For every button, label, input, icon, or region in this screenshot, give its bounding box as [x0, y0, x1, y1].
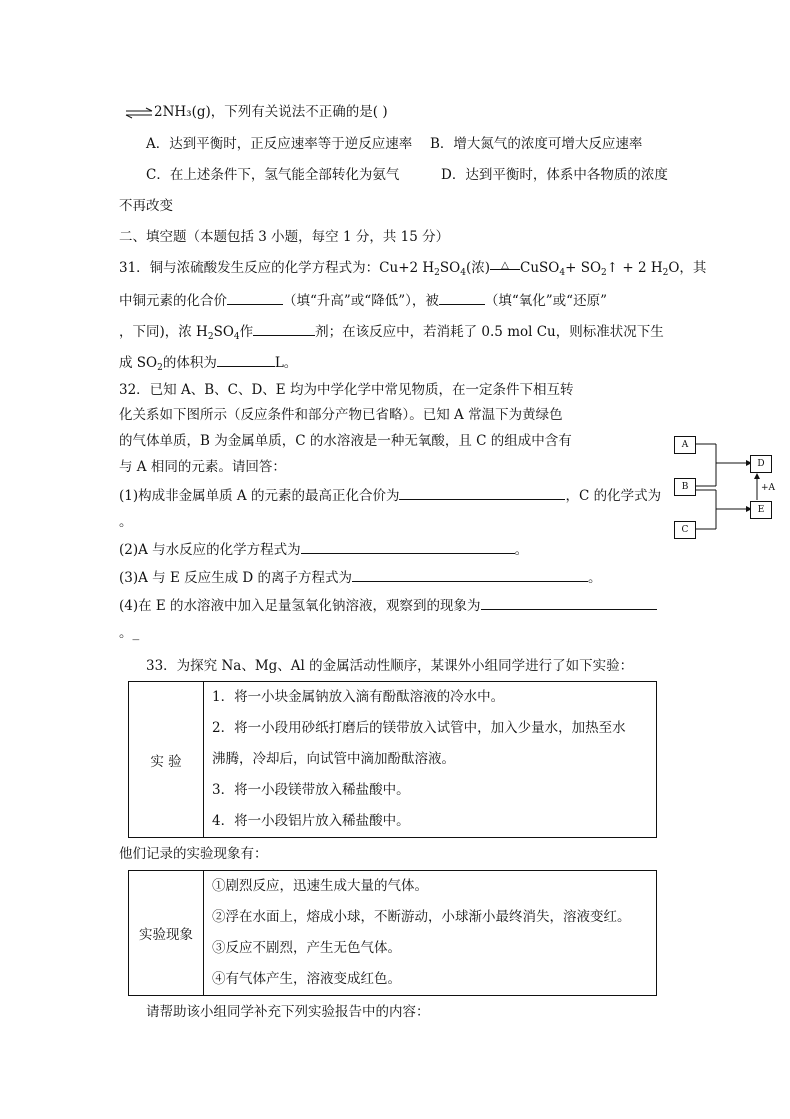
experiment-step: 3．将一小段镁带放入稀盐酸中。	[212, 782, 410, 798]
q33-closing: 请帮助该小组同学补充下列实验报告中的内容：	[146, 1004, 430, 1020]
blank-a-water-equation[interactable]	[301, 540, 515, 554]
q32-part3: (3)A 与 E 反应生成 D 的离子方程式为 。	[119, 570, 602, 586]
heat-arrow: △	[490, 259, 520, 279]
q31-line3: ，下同)，浓 $H_2SO_4$作 剂；在该反应中，若消耗了 0.5 mol Cu，则标准状况下生	[119, 324, 664, 342]
diagram-node-d: D	[750, 455, 772, 473]
observation-item: ②浮在水面上，熔成小球，不断游动，小球渐小最终消失，溶液变红。	[212, 909, 631, 925]
experiment-step: 2．将一小段用砂纸打磨后的镁带放入试管中，加入少量水，加热至水	[212, 720, 626, 736]
blank-ionic-equation[interactable]	[352, 568, 588, 582]
blank-observed-phenomenon[interactable]	[481, 596, 657, 610]
diagram-node-b: B	[674, 478, 696, 496]
q30-option-a: A．达到平衡时，正反应速率等于逆反应速率	[146, 136, 413, 152]
experiment-steps	[204, 682, 657, 838]
q33-intro: 33．为探究 Na、Mg、Al 的金属活动性顺序，某课外小组同学进行了如下实验：	[146, 658, 634, 674]
q32-stem-line1: 32．已知 A、B、C、D、E 均为中学化学中常见物质，在一定条件下相互转	[119, 382, 574, 398]
experiment-step: 沸腾，冷却后，向试管中滴加酚酞溶液。	[212, 751, 455, 767]
q30-line1	[124, 103, 388, 121]
q32-part4: (4)在 E 的水溶液中加入足量氢氧化钠溶液，观察到的现象为	[119, 596, 657, 615]
blank-oxidized-reduced[interactable]	[439, 291, 485, 305]
experiment-step: 1．将一小块金属钠放入滴有酚酞溶液的冷水中。	[212, 689, 505, 705]
q32-stem-line2: 化关系如下图所示（反应条件和部分产物已省略）。已知 A 常温下为黄绿色	[119, 407, 563, 423]
blank-valence-change[interactable]	[227, 291, 283, 305]
q30-option-d: D．达到平衡时，体系中各物质的浓度	[441, 167, 668, 183]
q30-stem-text: 2NH₃(g)，下列有关说法不正确的是( )	[154, 104, 388, 120]
q30-option-c: C．在上述条件下，氢气能全部转化为氨气	[146, 167, 400, 183]
q32-part4-end: 。_	[119, 625, 140, 641]
diagram-node-a: A	[674, 436, 696, 454]
observation-item: ③反应不剧烈，产生无色气体。	[212, 940, 401, 956]
equilibrium-arrow-icon	[124, 107, 154, 119]
observation-list	[204, 871, 657, 996]
observation-item: ①剧烈反应，迅速生成大量的气体。	[212, 878, 428, 894]
q32-part2: (2)A 与水反应的化学方程式为 。	[119, 542, 529, 558]
q31-line4: 成 $SO_2$的体积为 L。	[119, 355, 298, 373]
section-2-title: 二、填空题（本题包括 3 小题，每空 1 分，共 15 分）	[119, 229, 450, 245]
experiment-label: 实 验	[129, 682, 204, 838]
q32-stem-line3: 的气体单质，B 为金属单质，C 的水溶液是一种无氧酸，且 C 的组成中含有	[119, 433, 572, 449]
diagram-node-c: C	[674, 521, 696, 539]
q30-option-b: B．增大氮气的浓度可增大反应速率	[430, 136, 643, 152]
q32-part1: (1)构成非金属单质 A 的元素的最高正化合价为 ，C 的化学式为	[119, 488, 662, 504]
q32-part1-end: 。	[119, 514, 133, 530]
diagram-plus-a-label: +A	[761, 483, 776, 493]
record-line: 他们记录的实验现象有：	[119, 846, 268, 862]
q32-stem-line4: 与 A 相同的元素。请回答：	[119, 459, 286, 475]
blank-agent[interactable]	[253, 322, 315, 336]
observation-label: 实验现象	[129, 871, 204, 996]
observation-table	[128, 870, 657, 996]
diagram-node-e: E	[750, 501, 772, 519]
q31-line2: 中铜元素的化合价 （填“升高”或“降低”），被 （填“氧化”或“还原”	[119, 293, 607, 309]
experiment-table	[128, 681, 657, 838]
q30-option-d-cont: 不再改变	[119, 198, 173, 214]
experiment-step: 4．将一小段铝片放入稀盐酸中。	[212, 813, 410, 829]
observation-item: ④有气体产生，溶液变成红色。	[212, 971, 401, 987]
blank-max-valence[interactable]	[399, 486, 565, 500]
blank-so2-volume[interactable]	[217, 353, 275, 367]
q31-equation-line: 31．铜与浓硫酸发生反应的化学方程式为：Cu+2 $H_2SO_4$(浓) △ CuSO$_4$+ $SO_2↑ + 2$ $H_2O$，其	[119, 260, 707, 278]
reaction-diagram	[670, 432, 780, 547]
